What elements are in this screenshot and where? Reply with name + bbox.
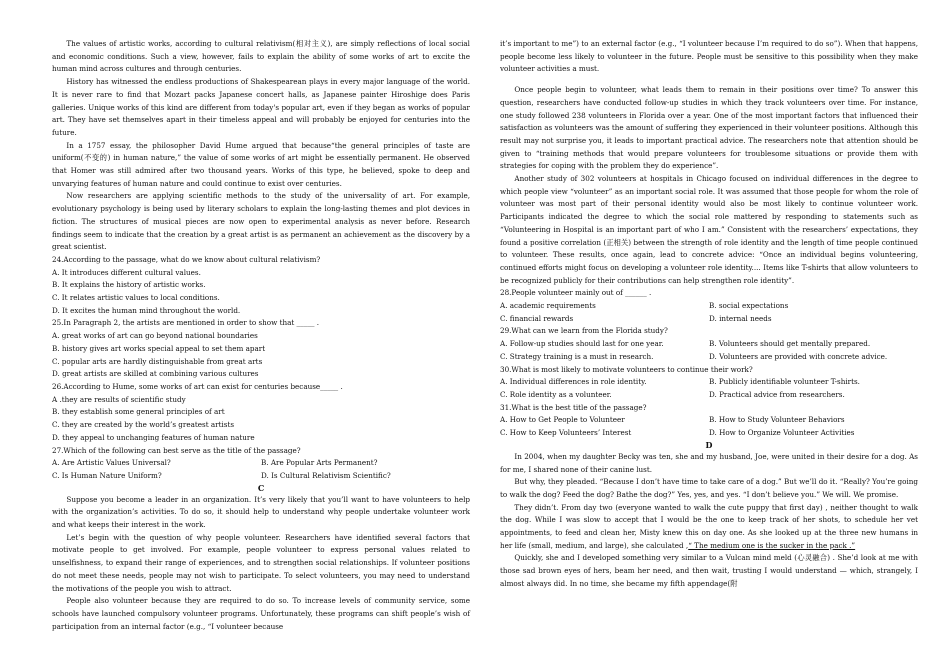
option: C. Is Human Nature Uniform? bbox=[52, 470, 162, 480]
passage-b-paragraph: In a 1757 essay, the philosopher David Hume argued that because“the general principles of taste are uniform(不变的) in human nature,” the value of some works of art might be essentially permanent. He observed that Homer was still admired after two thousand years. Works of this type, he believed, spoke to deep and unvarying features of human nature and could continue to exist over centuries. bbox=[52, 140, 470, 188]
question-26: 26.According to Hume, some works of art can exist for centuries because_____ . bbox=[52, 381, 343, 391]
option-row bbox=[500, 376, 918, 389]
passage-d-paragraph: But why, they pleaded. “Because I don’t have time to take care of a dog.” But we’ll do it. “Really? You’re going to walk the dog? Feed the dog? Bathe the dog?” Yes, yes, and yes. “I don’t believe you.” We will. We promise. bbox=[500, 477, 918, 499]
option-row bbox=[52, 470, 470, 483]
option: A. academic requirements bbox=[500, 301, 596, 311]
option: B. It explains the history of artistic works. bbox=[52, 280, 206, 290]
spacer bbox=[500, 76, 918, 84]
option-row bbox=[500, 389, 918, 402]
option: A. It introduces different cultural values. bbox=[52, 267, 201, 277]
question-31: 31.What is the best title of the passage? bbox=[500, 402, 647, 412]
option: C. It relates artistic values to local conditions. bbox=[52, 293, 220, 303]
option-row bbox=[500, 300, 918, 313]
passage-b-paragraph: Now researchers are applying scientific methods to the study of the universality of art. For example, evolutionary psychology is being used by literary scholars to explain the long-lasting themes and plot devices in fiction. The structures of musical pieces are now open to experimental analysis as never before. Research findings seem to indicate that the creation by a great artist is as permanent an achievement as the discovery by a great scientist. bbox=[52, 191, 470, 252]
passage-c-continuation: it’s important to me”) to an external factor (e.g., “I volunteer because I’m required to do so”). When that happens, people become less likely to volunteer in the future. People must be sensitive to this possibility when they make volunteer activities a must. bbox=[500, 39, 918, 74]
passage-d-paragraph: Quickly, she and I developed something very similar to a Vulcan mind meld (心灵融合) . She’d look at me with those sad brown eyes of hers, beam her need, and then wait, trusting I would understand — which, strangely, I almost always did. In no time, she became my fifth appendage(附 bbox=[500, 553, 918, 588]
option: C. How to Keep Volunteers’ Interest bbox=[500, 428, 632, 438]
passage-c-paragraph: Let’s begin with the question of why people volunteer. Researchers have identified several factors that motivate people to get involved. For example, people volunteer to express personal values related to unselfishness, to expand their range of experiences, and to strengthen social relationships. If volunteer positions do not meet these needs, people may not wish to participate. To select volunteers, you may need to understand the motivations of the people you wish to attract. bbox=[52, 532, 470, 593]
option: A. Are Artistic Values Universal? bbox=[52, 458, 171, 468]
section-heading-d: D bbox=[705, 439, 713, 450]
passage-d-text: They didn’t. From day two (everyone wanted to walk the cute puppy that first day) , neither thought to walk the dog. While I was slow to accept that I would be the one to keep track of her shots, to schedule her vet appointments, to feed and clean her, Misty knew this on day one. As she looked up at the three new humans in her life (small, medium, and large), she calculated , bbox=[500, 502, 918, 550]
underlined-quote: “ The medium one is the sucker in the pack .” bbox=[688, 540, 856, 550]
option: B. history gives art works special appeal to set them apart bbox=[52, 343, 266, 353]
option: D. great artists are skilled at combining various cultures bbox=[52, 369, 259, 379]
passage-d-paragraph: In 2004, when my daughter Becky was ten, she and my husband, Joe, were united in their desire for a dog. As for me, I shared none of their canine lust. bbox=[500, 451, 918, 474]
question-28: 28.People volunteer mainly out of ______ . bbox=[500, 288, 652, 298]
option: C. Strategy training is a must in research. bbox=[500, 351, 654, 361]
option-row bbox=[500, 427, 918, 440]
question-24: 24.According to the passage, what do we know about cultural relativism? bbox=[52, 254, 321, 264]
option: B. Volunteers should get mentally prepared. bbox=[709, 339, 871, 349]
option-row bbox=[500, 351, 918, 364]
option: B. Are Popular Arts Permanent? bbox=[261, 458, 378, 468]
option: A. Individual differences in role identity. bbox=[500, 377, 647, 387]
option: B. How to Study Volunteer Behaviors bbox=[709, 415, 845, 425]
option: B. social expectations bbox=[709, 301, 789, 311]
question-29: 29.What can we learn from the Florida study? bbox=[500, 326, 668, 336]
passage-c-paragraph: People also volunteer because they are required to do so. To increase levels of community service, some schools have launched compulsory volunteer programs. Unfortunately, these programs can shift people’s wish of participation from an internal factor (e.g., “I volunteer because bbox=[52, 596, 470, 631]
option: B. Publicly identifiable volunteer T-shirts. bbox=[709, 377, 860, 387]
option: D. Volunteers are provided with concrete advice. bbox=[709, 351, 888, 361]
passage-b-paragraph: History has witnessed the endless productions of Shakespearean plays in every major language of the world. It is never rare to find that Mozart packs Japanese concert halls, as Japanese painter Hiroshige does Paris galleries. Unique works of this kind are different from today's popular art, even if they began as works of popular art. They have set themselves apart in their timeless appeal and will probably be enjoyed for centuries into the future. bbox=[52, 77, 470, 137]
option: D. they appeal to unchanging features of human nature bbox=[52, 432, 255, 442]
option: C. Role identity as a volunteer. bbox=[500, 389, 612, 399]
option: B. they establish some general principles of art bbox=[52, 407, 225, 417]
question-27: 27.Which of the following can best serve as the title of the passage? bbox=[52, 445, 301, 455]
question-25: 25.In Paragraph 2, the artists are mentioned in order to show that _____ . bbox=[52, 318, 320, 328]
passage-c-paragraph: Suppose you become a leader in an organization. It’s very likely that you’ll want to have volunteers to help with the organization’s activities. To do so, it should help to understand why people undertake volunteer work and what keeps their interest in the work. bbox=[52, 494, 470, 530]
option: D. It excites the human mind throughout the world. bbox=[52, 305, 241, 315]
passage-b-paragraph: The values of artistic works, according to cultural relativism(相对主义), are simply reflections of local social and economic conditions. Such a view, however, fails to explain the ability of some works of art to excite the human mind across cultures and through centuries. bbox=[52, 39, 470, 74]
section-heading-c: C bbox=[257, 482, 265, 493]
option: D. Practical advice from researchers. bbox=[709, 389, 845, 399]
passage-c-paragraph: Another study of 302 volunteers at hospitals in Chicago focused on individual differences in the degree to which people view “volunteer” as an important social role. It was assumed that those people for whom the role of volunteer was most part of their personal identity would also be most likely to continue volunteer work. Participants indicated the degree to which the social role mattered by responding to statements such as “Volunteering in Hospital is an important part of who I am.” Consistent with the researchers’ expectations, they found a positive correlation (正相关) between the strength of role identity and the length of time people continued to volunteer. These results, once again, lead to concrete advice: “Once an individual begins volunteering, continued efforts might focus on developing a volunteer role identity.... Items like T-shirts that allow volunteers to be recognized publicly for their contributions can help strengthen role identity”. bbox=[500, 174, 918, 285]
option-row bbox=[52, 457, 470, 470]
option: D. internal needs bbox=[709, 313, 772, 323]
option-row bbox=[500, 414, 918, 427]
option: D. How to Organize Volunteer Activities bbox=[709, 428, 855, 438]
option-row bbox=[500, 338, 918, 351]
question-30: 30.What is most likely to motivate volunteers to continue their work? bbox=[500, 364, 753, 374]
passage-d-paragraph bbox=[500, 502, 918, 553]
option: C. popular arts are hardly distinguishable from great arts bbox=[52, 356, 263, 366]
option: C. they are created by the world’s greatest artists bbox=[52, 420, 235, 430]
right-column bbox=[500, 38, 918, 591]
option: A .they are results of scientific study bbox=[52, 394, 186, 404]
left-column bbox=[52, 38, 470, 633]
passage-c-paragraph: Once people begin to volunteer, what leads them to remain in their positions over time? To answer this question, researchers have conducted follow-up studies in which they track volunteers over time. For instance, one study followed 238 volunteers in Florida over a year. One of the most important factors that influenced their satisfaction as volunteers was the amount of suffering they experienced in their volunteer positions. Although this result may not surprise you, it leads to important practical advice. The researchers note that attention should be given to “training methods that would prepare volunteers for troublesome situations or provide them with strategies for coping with the problem they do experience”. bbox=[500, 85, 918, 171]
option: D. Is Cultural Relativism Scientific? bbox=[261, 470, 391, 480]
option-row bbox=[500, 313, 918, 326]
option: A. Follow-up studies should last for one year. bbox=[500, 339, 664, 349]
option: A. great works of art can go beyond national boundaries bbox=[52, 331, 258, 341]
option: A. How to Get People to Volunteer bbox=[500, 415, 625, 425]
option: C. financial rewards bbox=[500, 313, 574, 323]
